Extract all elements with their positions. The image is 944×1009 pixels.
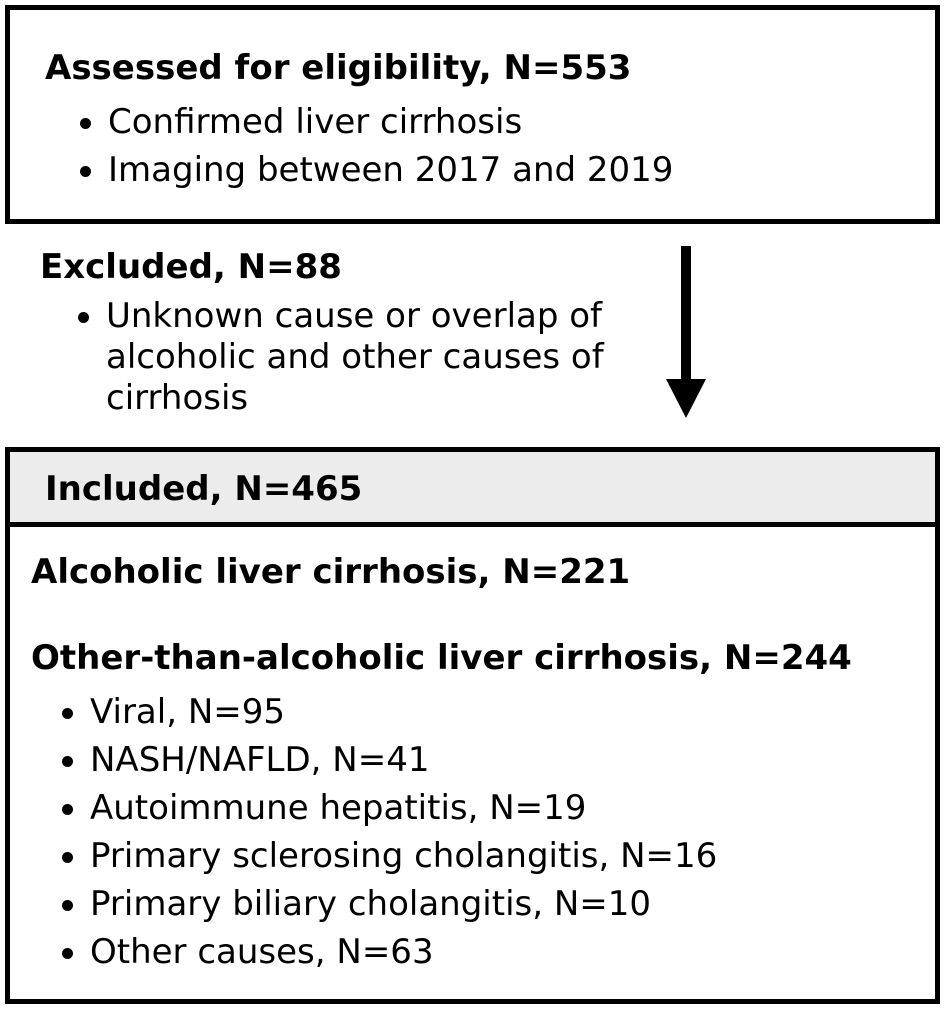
criterion-item: Confirmed liver cirrhosis xyxy=(76,98,673,146)
criterion-item: Imaging between 2017 and 2019 xyxy=(76,146,673,194)
cause-item: Primary biliary cholangitis, N=10 xyxy=(58,880,717,928)
bullet-dot xyxy=(78,312,89,323)
assessed-title: Assessed for eligibility, N=553 xyxy=(45,48,632,88)
cause-item: Primary sclerosing cholangitis, N=16 xyxy=(58,832,717,880)
down-arrow-icon xyxy=(664,246,712,422)
other-cirrhosis-title: Other-than-alcoholic liver cirrhosis, N=244 xyxy=(31,638,852,678)
cause-item: NASH/NAFLD, N=41 xyxy=(58,736,717,784)
excluded-title: Excluded, N=88 xyxy=(40,247,342,287)
included-header xyxy=(10,452,935,527)
assessed-box xyxy=(5,5,940,224)
cause-item: Other causes, N=63 xyxy=(58,928,717,976)
eligibility-criteria-list xyxy=(76,98,673,194)
alcoholic-cirrhosis-count: Alcoholic liver cirrhosis, N=221 xyxy=(31,552,631,592)
cause-item: Autoimmune hepatitis, N=19 xyxy=(58,784,717,832)
included-title: Included, N=465 xyxy=(45,469,363,509)
other-causes-list xyxy=(58,688,717,976)
cause-item: Viral, N=95 xyxy=(58,688,717,736)
exclusion-reason: Unknown cause or overlap of alcoholic and other causes of cirrhosis xyxy=(106,296,604,418)
included-box xyxy=(5,447,940,1004)
